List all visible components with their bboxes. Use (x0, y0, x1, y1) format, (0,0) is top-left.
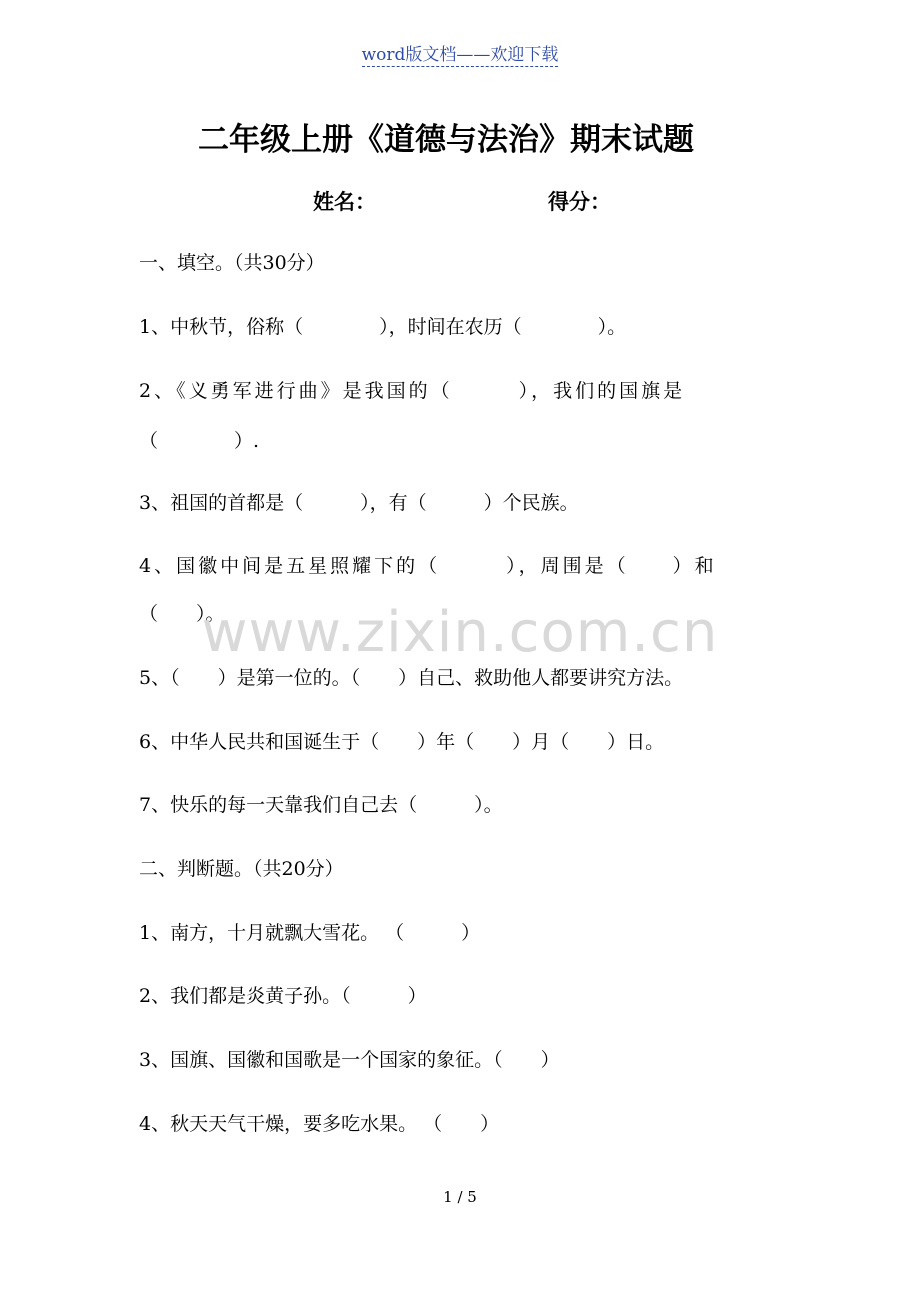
page-title: 二年级上册《道德与法治》期末试题 (198, 122, 694, 158)
page-number: 1 / 5 (443, 1188, 477, 1206)
section1-heading: 一、填空。（共30分） (139, 252, 325, 274)
section2-question-3: 3、国旗、国徽和国歌是一个国家的象征。（ ） (139, 1049, 560, 1071)
section2-question-2: 2、我们都是炎黄子孙。（ ） (139, 985, 427, 1007)
section1-question-5: 5、（ ）是第一位的。（ ）自己、救助他人都要讲究方法。 (139, 667, 684, 689)
section1-question-6: 6、中华人民共和国诞生于（ ）年（ ）月（ ）日。 (139, 731, 665, 753)
section2-question-4: 4、秋天天气干燥，要多吃水果。 （ ） (139, 1113, 500, 1135)
watermark: www.zixin.com.cn (201, 600, 719, 665)
section2-heading: 二、判断题。（共20分） (139, 858, 344, 880)
section1-question-2-line-1: 2、《义勇军进行曲》是我国的（ ），我们的国旗是 (139, 380, 686, 402)
name-label: 姓名： (313, 189, 376, 214)
section1-question-4-line-2: （ ）。 (139, 603, 225, 625)
section1-question-3: 3、祖国的首都是（ ），有（ ）个民族。 (139, 492, 579, 514)
section1-question-7: 7、快乐的每一天靠我们自己去（ ）。 (139, 794, 503, 816)
header-download-link[interactable] (0, 40, 920, 65)
section1-question-1: 1、中秋节，俗称（ ），时间在农历（ ）。 (139, 316, 627, 338)
section2-question-1: 1、南方，十月就飘大雪花。 （ ） (139, 922, 481, 944)
header-link-text[interactable]: word版文档——欢迎下载 (361, 45, 559, 65)
score-label: 得分： (548, 189, 611, 214)
section1-question-4-line-1: 4、国徽中间是五星照耀下的（ ），周围是（ ）和 (139, 555, 717, 577)
section1-question-2-line-2: （ ）. (139, 430, 260, 452)
